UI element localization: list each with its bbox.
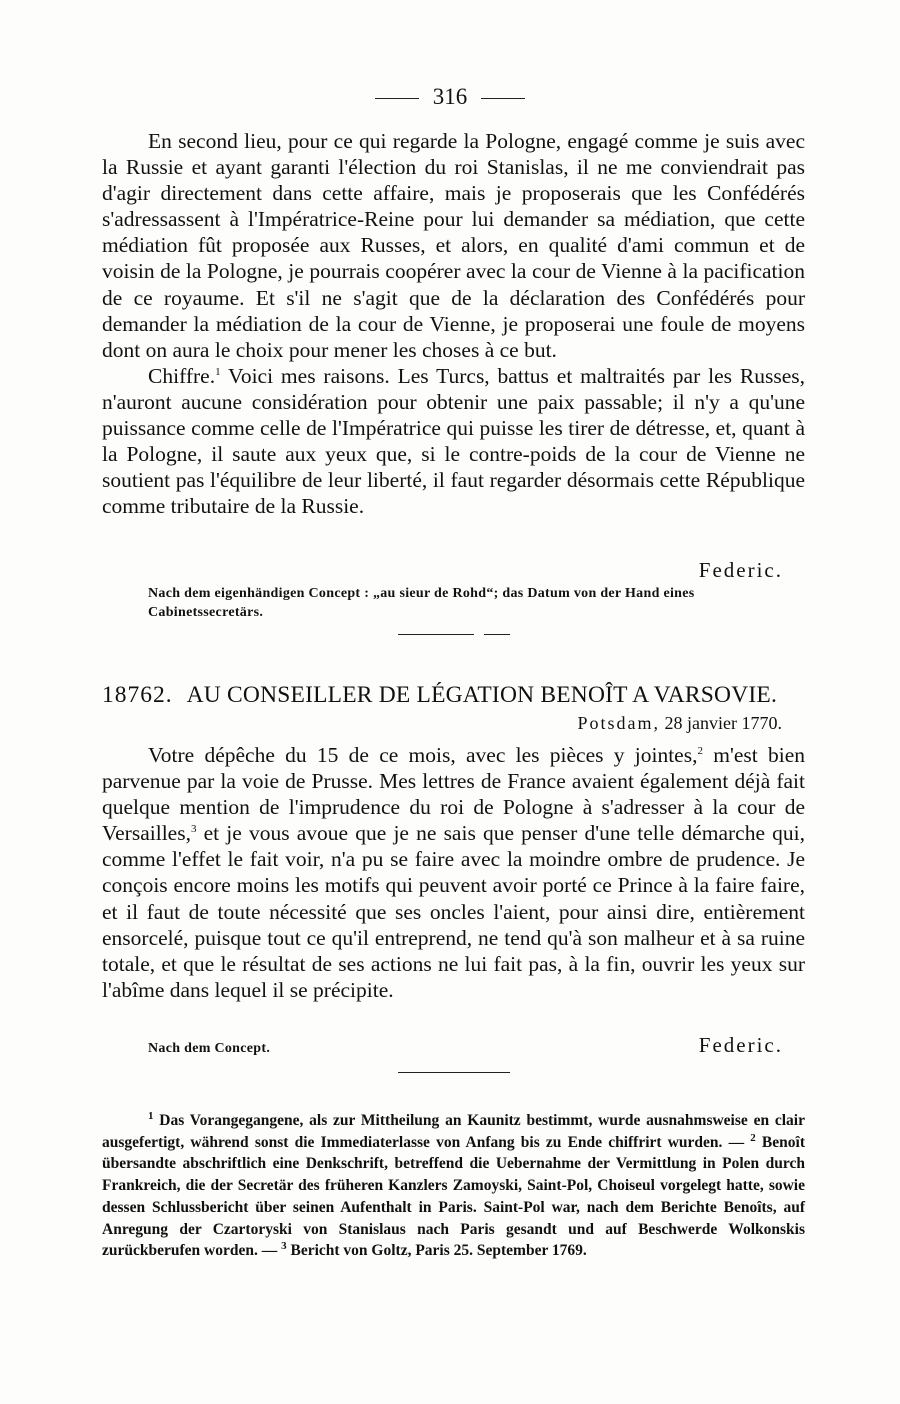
section2-text-c: et je vous avoue que je ne sais que penser d'une telle démarche qui, comme l'effet le fait voir, n'a pu se faire avec la moindre ombre de prudence. Je conçois encore moins les motifs qui peuvent avoir porté ce Prince à la faire faire, et il faut de toute nécessité que ses oncles l'aient, pour ainsi dire, entièrement ensorcelé, puisque tout ce qu'il entreprend, ne tend qu'à son malheur et à sa ruine totale, et que le résultat de ses actions ne lui fait pas, à la fin, ouvrir les yeux sur l'abîme dans lequel il se précipite. [102,821,805,1002]
footnote-marker-2: 2 [750,1131,756,1144]
footnote-marker-3: 3 [281,1240,287,1253]
dateline-place: Potsdam, [577,713,661,733]
section1-source-note: Nach dem eigenhändigen Concept : „au sieur de Rohd“; das Datum von der Hand eines Cabinetssecretärs. [148,586,695,620]
footnote-2: Benoît übersandte abschriftlich eine Denkschrift, betreffend die Uebernahme der Vermittlung in Polen durch Frankreich, die der Secretär des früheren Kanzlers Zamoyski, Saint-Pol, Choiseul vorgelegt hatte, sowie dessen Schlussbericht über seinen Aufenthalt in Paris. Saint-Pol war, nach dem Berichte Benoîts, auf Anregung der Czartoryski von Stanislaus nach Paris gesandt und auf Beschwerde Wolkonskis zurückberufen worden. — [102,1133,805,1260]
section2-body [102,742,805,1003]
page-number: 316 [432,84,468,109]
footnotes [102,1110,805,1262]
letter-number: 18762. [102,682,173,708]
section2-signature: Federic. [698,1033,783,1057]
page-header [0,84,900,110]
section2-closing [102,1033,805,1058]
section1-body [102,128,805,519]
section1-paragraph2-text: Voici mes raisons. Les Turcs, battus et maltraités par les Russes, n'auront aucune considération pour obtenir une paix passable; il n'y a qu'une puissance comme celle de l'Impératrice qui puisse les tirer de détresse, et, quant à la Pologne, il saute aux yeux que, si le contre-poids de la cour de Vienne ne soutient pas l'équilibre de leur liberté, il faut regarder désormais cette République comme tributaire de la Russie. [102,363,805,519]
cipher-lead: Chiffre. [148,363,216,388]
section2-source-note: Nach dem Concept. [148,1041,271,1056]
footnote-marker-1: 1 [148,1109,154,1122]
dateline [102,713,782,734]
footnote-divider [398,1072,510,1073]
letter-heading [102,682,805,709]
section1-paragraph1: En second lieu, pour ce qui regarde la Pologne, engagé comme je suis avec la Russie et ayant garanti l'élection du roi Stanislas, il ne me conviendrait pas d'agir directement dans cette affaire, mais je proposerais que les Confédérés s'adressassent à l'Impératrice-Reine pour lui demander sa médiation, que cette médiation fût proposée aux Russes, et alors, en qualité d'ami commun et de voisin de la Pologne, je pourrais coopérer avec la cour de Vienne à la pacification de ce royaume. Et s'il ne s'agit que de la déclaration des Confédérés pour demander la médiation de la cour de Vienne, je proposerai une foule de moyens dont on aura le choix pour mener les choses à ce but. [102,129,805,362]
footnote-ref-1: 1 [215,365,221,378]
letter-title: AU CONSEILLER DE LÉGATION BENOÎT A VARSOVIE. [186,682,778,708]
header-rule-left [375,98,419,99]
divider-long [398,634,474,635]
footnote-1: Das Vorangegangene, als zur Mittheilung an Kaunitz bestimmt, wurde ausnahmsweise en clair ausgefertigt, während sonst die Immediaterlasse von Anfang bis zu Ende chiffrirt wurden. — [102,1112,805,1151]
section2-text-b: m'est bien parvenue par la voie de Prusse. Mes lettres de France avaient également déjà fait quelque mention de l'imprudence du roi de Pologne à s'adresser à la cour de Versailles, [102,743,806,846]
section2-text-a: Votre dépêche du 15 de ce mois, avec les pièces y jointes, [148,743,698,767]
section1-signature: Federic. [698,558,783,582]
divider-short [484,634,510,635]
section1-paragraph2 [102,363,805,520]
footnote-3: Bericht von Goltz, Paris 25. September 1769. [286,1242,587,1260]
footnotes-text [102,1110,805,1262]
footnote-ref-3: 3 [190,823,197,836]
header-rule-right [481,98,525,99]
dateline-date: 28 janvier 1770. [664,713,782,733]
section2-paragraph [102,742,805,1003]
footnote-ref-2: 2 [697,744,703,757]
